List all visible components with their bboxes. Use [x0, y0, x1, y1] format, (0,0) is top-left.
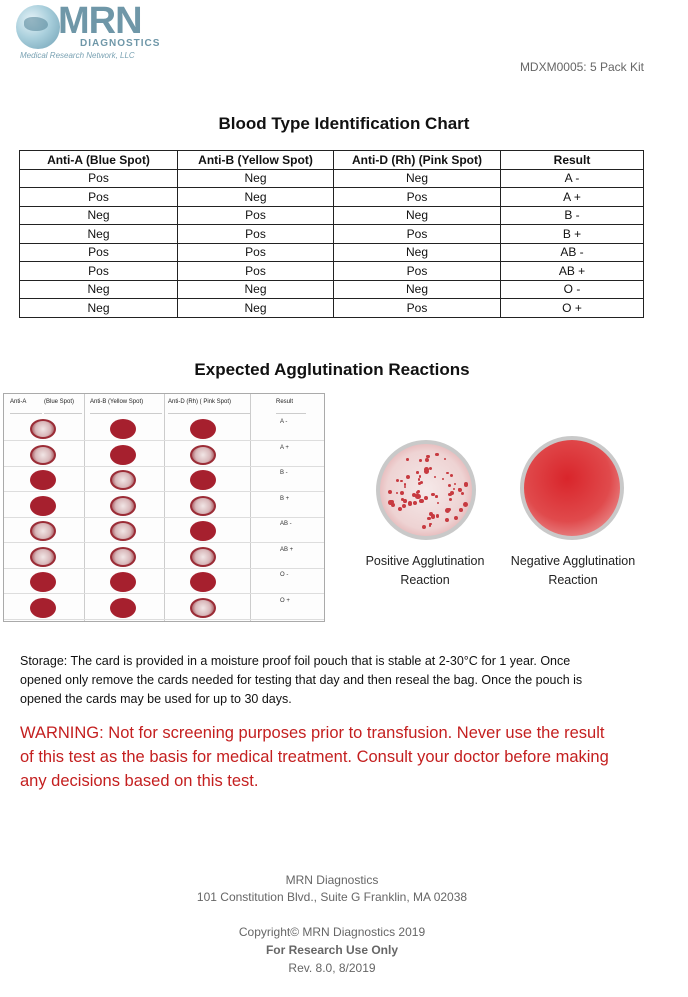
- non-agglutinated-spot: [110, 598, 136, 618]
- table-cell: Pos: [178, 206, 334, 225]
- logo-brand: MRN: [58, 0, 142, 42]
- globe-icon: [16, 5, 60, 49]
- card-row-divider: [4, 440, 324, 441]
- table-row: [20, 206, 644, 225]
- footer-revision: Rev. 8.0, 8/2019: [288, 961, 376, 975]
- agglutination-speck: [400, 480, 403, 483]
- table-cell: Neg: [334, 206, 501, 225]
- non-agglutinated-spot: [190, 572, 216, 592]
- agglutination-speck: [418, 482, 421, 485]
- non-agglutinated-spot: [110, 445, 136, 465]
- agglutination-speck: [429, 467, 432, 470]
- agglutinated-spot: [190, 547, 216, 567]
- table-row: [20, 262, 644, 281]
- positive-agglutination-image: [376, 440, 476, 540]
- positive-caption-line: Reaction: [400, 573, 450, 587]
- table-cell: AB +: [501, 262, 644, 281]
- agglutination-speck: [448, 484, 451, 487]
- storage-line: opened only remove the cards needed for testing that day and then reseal the bag. Once the pouch is: [20, 673, 583, 687]
- card-result-label: O +: [280, 597, 290, 604]
- table-cell: Neg: [20, 225, 178, 244]
- card-header-result: Result: [276, 394, 306, 414]
- agglutination-speck: [435, 453, 439, 457]
- card-row-divider: [4, 542, 324, 543]
- agglutinated-spot: [110, 521, 136, 541]
- card-result-label: B +: [280, 495, 290, 502]
- agglutination-speck: [404, 486, 406, 488]
- card-row-divider: [4, 619, 324, 620]
- agglutination-speck: [418, 478, 421, 481]
- non-agglutinated-spot: [30, 496, 56, 516]
- agglutination-speck: [453, 488, 456, 491]
- agglutination-speck: [449, 498, 452, 501]
- agglutination-speck: [461, 492, 464, 495]
- agglutinated-spot: [110, 496, 136, 516]
- non-agglutinated-spot: [110, 419, 136, 439]
- table-cell: Pos: [178, 243, 334, 262]
- card-header-anti-b: Anti-B (Yellow Spot): [90, 394, 162, 414]
- agglutination-speck: [422, 525, 427, 530]
- agglutination-speck: [406, 458, 409, 461]
- agglutination-speck: [450, 474, 453, 477]
- card-result-label: AB -: [280, 521, 292, 527]
- column-header: Result: [501, 151, 644, 170]
- agglutination-speck: [391, 503, 395, 507]
- storage-line: Storage: The card is provided in a moisture proof foil pouch that is stable at 2-30°C for 1 year. Once: [20, 654, 571, 668]
- agglutination-speck: [450, 491, 454, 495]
- table-row: [20, 280, 644, 299]
- warning-line: WARNING: Not for screening purposes prior to transfusion. Never use the result: [20, 724, 605, 742]
- table-row: [20, 169, 644, 188]
- table-cell: Neg: [20, 299, 178, 318]
- non-agglutinated-spot: [30, 572, 56, 592]
- agglutination-speck: [388, 490, 392, 494]
- non-agglutinated-spot: [190, 470, 216, 490]
- column-header: Anti-A (Blue Spot): [20, 151, 178, 170]
- card-result-label: B -: [280, 470, 288, 476]
- storage-note: [20, 652, 660, 709]
- agglutination-speck: [444, 458, 446, 460]
- warning-line: of this test as the basis for medical treatment. Consult your doctor before making: [20, 748, 609, 766]
- agglutination-speck: [403, 499, 407, 503]
- agglutination-speck: [424, 467, 429, 472]
- table-cell: Neg: [334, 280, 501, 299]
- agglutination-speck: [416, 471, 419, 474]
- agglutination-speck: [419, 475, 422, 478]
- footer-address: 101 Constitution Blvd., Suite G Franklin, MA 02038: [196, 890, 468, 904]
- positive-caption-line: Positive Agglutination: [365, 554, 485, 568]
- table-cell: Neg: [334, 169, 501, 188]
- negative-caption-line: Reaction: [548, 573, 598, 587]
- table-cell: Neg: [178, 169, 334, 188]
- agglutination-speck: [413, 501, 417, 505]
- table-cell: Pos: [20, 188, 178, 207]
- table-cell: Pos: [20, 169, 178, 188]
- table-cell: A +: [501, 188, 644, 207]
- agglutinated-spot: [190, 445, 216, 465]
- agglutination-speck: [396, 492, 398, 494]
- agglutination-speck: [429, 512, 433, 516]
- footer-copyright: Copyright© MRN Diagnostics 2019: [238, 925, 426, 939]
- warning-note: [20, 721, 670, 793]
- agglutination-speck: [424, 496, 428, 500]
- non-agglutinated-spot: [110, 572, 136, 592]
- table-cell: Pos: [178, 262, 334, 281]
- agglutination-speck: [425, 458, 429, 462]
- table-cell: Neg: [178, 299, 334, 318]
- footer-company: MRN Diagnostics: [285, 873, 379, 887]
- card-header-anti-d: Anti-D (Rh) ( Pink Spot): [168, 394, 250, 414]
- table-cell: O +: [501, 299, 644, 318]
- non-agglutinated-spot: [30, 470, 56, 490]
- column-header: Anti-D (Rh) (Pink Spot): [334, 151, 501, 170]
- table-cell: Pos: [334, 299, 501, 318]
- agglutination-speck: [398, 507, 402, 511]
- agglutination-speck: [396, 479, 399, 482]
- agglutination-speck: [402, 504, 406, 508]
- agglutinated-spot: [190, 598, 216, 618]
- card-divider: [164, 394, 165, 621]
- agglutination-speck: [406, 475, 410, 479]
- table-cell: Pos: [334, 262, 501, 281]
- agglutinated-spot: [30, 445, 56, 465]
- card-row-divider: [4, 517, 324, 518]
- agglutination-speck: [416, 494, 421, 499]
- table-header-row: [20, 151, 644, 170]
- mrn-logo: [14, 2, 214, 62]
- positive-caption: [352, 552, 498, 590]
- agglutination-speck: [463, 502, 468, 507]
- table-cell: Neg: [20, 206, 178, 225]
- column-header: Anti-B (Yellow Spot): [178, 151, 334, 170]
- agglutination-speck: [419, 459, 422, 462]
- kit-label: MDXM0005: 5 Pack Kit: [519, 60, 644, 74]
- table-cell: Pos: [334, 225, 501, 244]
- agglutinated-spot: [30, 521, 56, 541]
- card-divider: [84, 394, 85, 621]
- agglutination-speck: [426, 455, 430, 459]
- agglutination-speck: [454, 516, 458, 520]
- card-row-divider: [4, 491, 324, 492]
- card-header-anti-a: Anti-A: [10, 394, 42, 414]
- table-row: [20, 225, 644, 244]
- table-cell: Neg: [178, 188, 334, 207]
- table-row: [20, 243, 644, 262]
- agglutination-speck: [454, 483, 456, 485]
- agglutination-speck: [429, 524, 431, 526]
- agglutination-speck: [437, 502, 439, 504]
- test-card-illustration: [3, 393, 325, 622]
- agglutination-speck: [446, 472, 449, 475]
- agglutination-speck: [400, 491, 405, 496]
- card-result-label: O -: [280, 572, 289, 578]
- table-cell: A -: [501, 169, 644, 188]
- footer-research-use: For Research Use Only: [265, 943, 399, 957]
- agglutination-title: Expected Agglutination Reactions: [194, 360, 470, 379]
- card-row-divider: [4, 568, 324, 569]
- agglutination-speck: [445, 518, 449, 522]
- table-cell: Pos: [334, 188, 501, 207]
- table-cell: Pos: [20, 243, 178, 262]
- negative-agglutination-image: [520, 436, 624, 540]
- table-row: [20, 299, 644, 318]
- agglutination-speck: [447, 508, 450, 511]
- agglutination-speck: [408, 501, 412, 505]
- agglutinated-spot: [110, 547, 136, 567]
- table-cell: AB -: [501, 243, 644, 262]
- blood-type-table: [19, 150, 644, 318]
- table-cell: Neg: [334, 243, 501, 262]
- storage-line: opened the cards may be used for up to 30 days.: [20, 692, 292, 706]
- table-row: [20, 188, 644, 207]
- table-cell: O -: [501, 280, 644, 299]
- card-result-label: A -: [280, 419, 288, 425]
- agglutination-speck: [427, 517, 431, 521]
- card-divider: [250, 394, 251, 621]
- non-agglutinated-spot: [190, 521, 216, 541]
- agglutination-speck: [435, 495, 438, 498]
- table-cell: Pos: [20, 262, 178, 281]
- non-agglutinated-spot: [30, 598, 56, 618]
- warning-line: any decisions based on this test.: [20, 772, 259, 790]
- agglutinated-spot: [30, 547, 56, 567]
- agglutination-speck: [464, 482, 469, 487]
- negative-caption: [500, 552, 646, 590]
- agglutinated-spot: [110, 470, 136, 490]
- table-cell: Neg: [20, 280, 178, 299]
- card-result-label: AB +: [280, 546, 294, 553]
- non-agglutinated-spot: [190, 419, 216, 439]
- chart-title: Blood Type Identification Chart: [218, 114, 470, 133]
- logo-subtitle: DIAGNOSTICS: [80, 38, 161, 49]
- agglutinated-spot: [30, 419, 56, 439]
- negative-caption-line: Negative Agglutination: [510, 554, 636, 568]
- card-row-divider: [4, 593, 324, 594]
- table-cell: Pos: [178, 225, 334, 244]
- agglutination-speck: [458, 488, 460, 490]
- card-row-divider: [4, 466, 324, 467]
- table-cell: B +: [501, 225, 644, 244]
- card-result-label: A +: [280, 444, 289, 451]
- agglutination-speck: [436, 514, 440, 518]
- agglutination-speck: [442, 478, 444, 480]
- table-cell: B -: [501, 206, 644, 225]
- agglutinated-spot: [190, 496, 216, 516]
- logo-tagline: Medical Research Network, LLC: [20, 51, 135, 60]
- agglutination-speck: [419, 499, 424, 504]
- card-header-blue-spot: (Blue Spot): [44, 394, 82, 414]
- agglutination-speck: [434, 476, 436, 478]
- table-cell: Neg: [178, 280, 334, 299]
